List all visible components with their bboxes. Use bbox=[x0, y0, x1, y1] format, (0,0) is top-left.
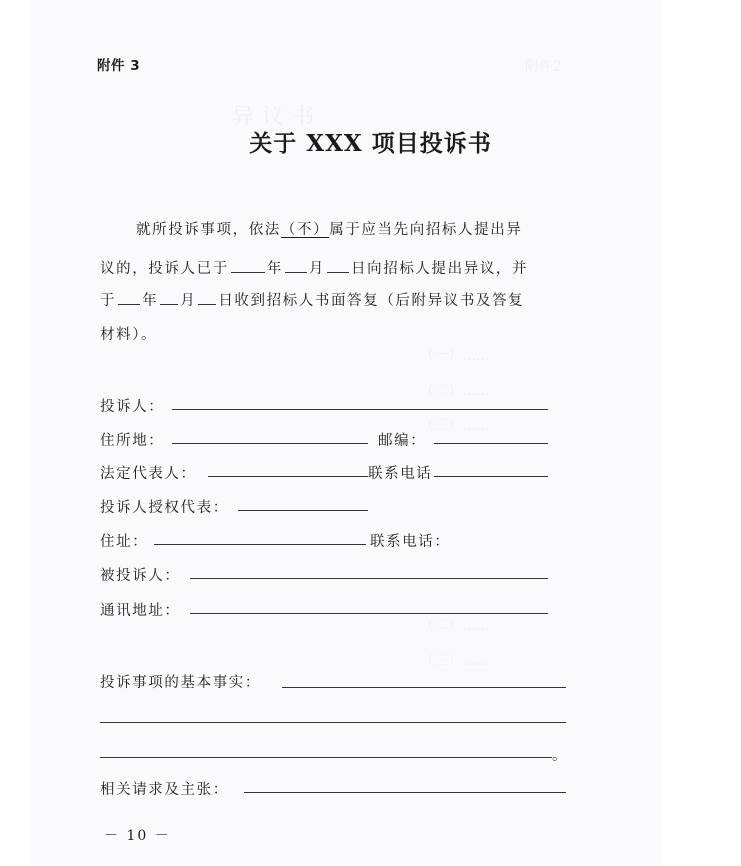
phone-label-2: 联系电话： bbox=[370, 534, 451, 550]
show-through-text bbox=[420, 345, 490, 365]
paragraph-line-4 bbox=[100, 323, 157, 344]
month-blank[interactable] bbox=[160, 291, 178, 305]
paragraph-text: 于 bbox=[100, 293, 117, 309]
facts-input-line[interactable] bbox=[100, 722, 566, 723]
authorized-rep-input-line[interactable] bbox=[238, 510, 368, 511]
residence-label: 住所地： bbox=[100, 433, 165, 449]
year-text: 年 bbox=[266, 261, 283, 277]
paragraph-line-2 bbox=[100, 257, 528, 278]
address-input-line[interactable] bbox=[154, 544, 366, 545]
mailing-address-input-line[interactable] bbox=[190, 613, 548, 614]
year-text: 年 bbox=[142, 293, 159, 309]
phone-input-line[interactable] bbox=[434, 476, 548, 477]
show-through-text bbox=[420, 415, 490, 435]
residence-input-line[interactable] bbox=[172, 443, 368, 444]
respondent-input-line[interactable] bbox=[190, 578, 548, 579]
facts-input-line[interactable] bbox=[100, 757, 552, 758]
page-number: － 10 － bbox=[104, 828, 171, 844]
year-blank[interactable] bbox=[231, 259, 265, 273]
paragraph-text: 就所投诉事项，依法 bbox=[136, 222, 281, 238]
day-blank[interactable] bbox=[198, 291, 216, 305]
complainant-input-line[interactable] bbox=[172, 409, 548, 410]
month-text: 月 bbox=[308, 261, 326, 277]
show-through-text bbox=[420, 380, 490, 400]
postcode-label: 邮编： bbox=[378, 433, 427, 449]
negation-mark: （不） bbox=[280, 222, 330, 238]
address-label: 住址： bbox=[100, 534, 149, 550]
claims-input-line[interactable] bbox=[244, 792, 566, 793]
attachment-label: 附件 3 bbox=[97, 58, 141, 74]
paragraph-text: 属于应当先向招标人提出异 bbox=[329, 222, 523, 238]
facts-label: 投诉事项的基本事实： bbox=[100, 675, 261, 691]
facts-input-line[interactable] bbox=[282, 687, 566, 688]
mailing-address-label: 通讯地址： bbox=[100, 603, 181, 619]
legal-rep-input-line[interactable] bbox=[208, 476, 368, 477]
paragraph-text: 议的，投诉人已于 bbox=[100, 261, 229, 277]
show-through-text bbox=[525, 56, 562, 76]
paragraph-text: 材料）。 bbox=[100, 327, 158, 343]
postcode-input-line[interactable] bbox=[434, 443, 548, 444]
claims-label: 相关请求及主张： bbox=[100, 782, 229, 798]
phone-label: 联系电话 bbox=[368, 466, 433, 482]
day-blank[interactable] bbox=[327, 259, 349, 273]
respondent-label: 被投诉人： bbox=[100, 568, 181, 584]
month-blank[interactable] bbox=[285, 259, 307, 273]
show-through-text bbox=[420, 615, 490, 635]
paragraph-line-3 bbox=[100, 289, 524, 310]
period-mark: 。 bbox=[552, 748, 569, 764]
paragraph-text: 日收到招标人书面答复（后附异议书及答复 bbox=[218, 293, 525, 309]
show-through-text bbox=[420, 650, 490, 670]
month-text: 月 bbox=[180, 293, 197, 309]
authorized-rep-label: 投诉人授权代表： bbox=[100, 500, 229, 516]
complainant-label: 投诉人： bbox=[100, 399, 165, 415]
paragraph-line-1 bbox=[136, 218, 522, 239]
year-blank[interactable] bbox=[118, 291, 140, 305]
paragraph-text: 日向招标人提出异议，并 bbox=[351, 261, 529, 277]
legal-rep-label: 法定代表人： bbox=[100, 466, 197, 482]
document-title: 关于 XXX 项目投诉书 bbox=[249, 130, 492, 157]
